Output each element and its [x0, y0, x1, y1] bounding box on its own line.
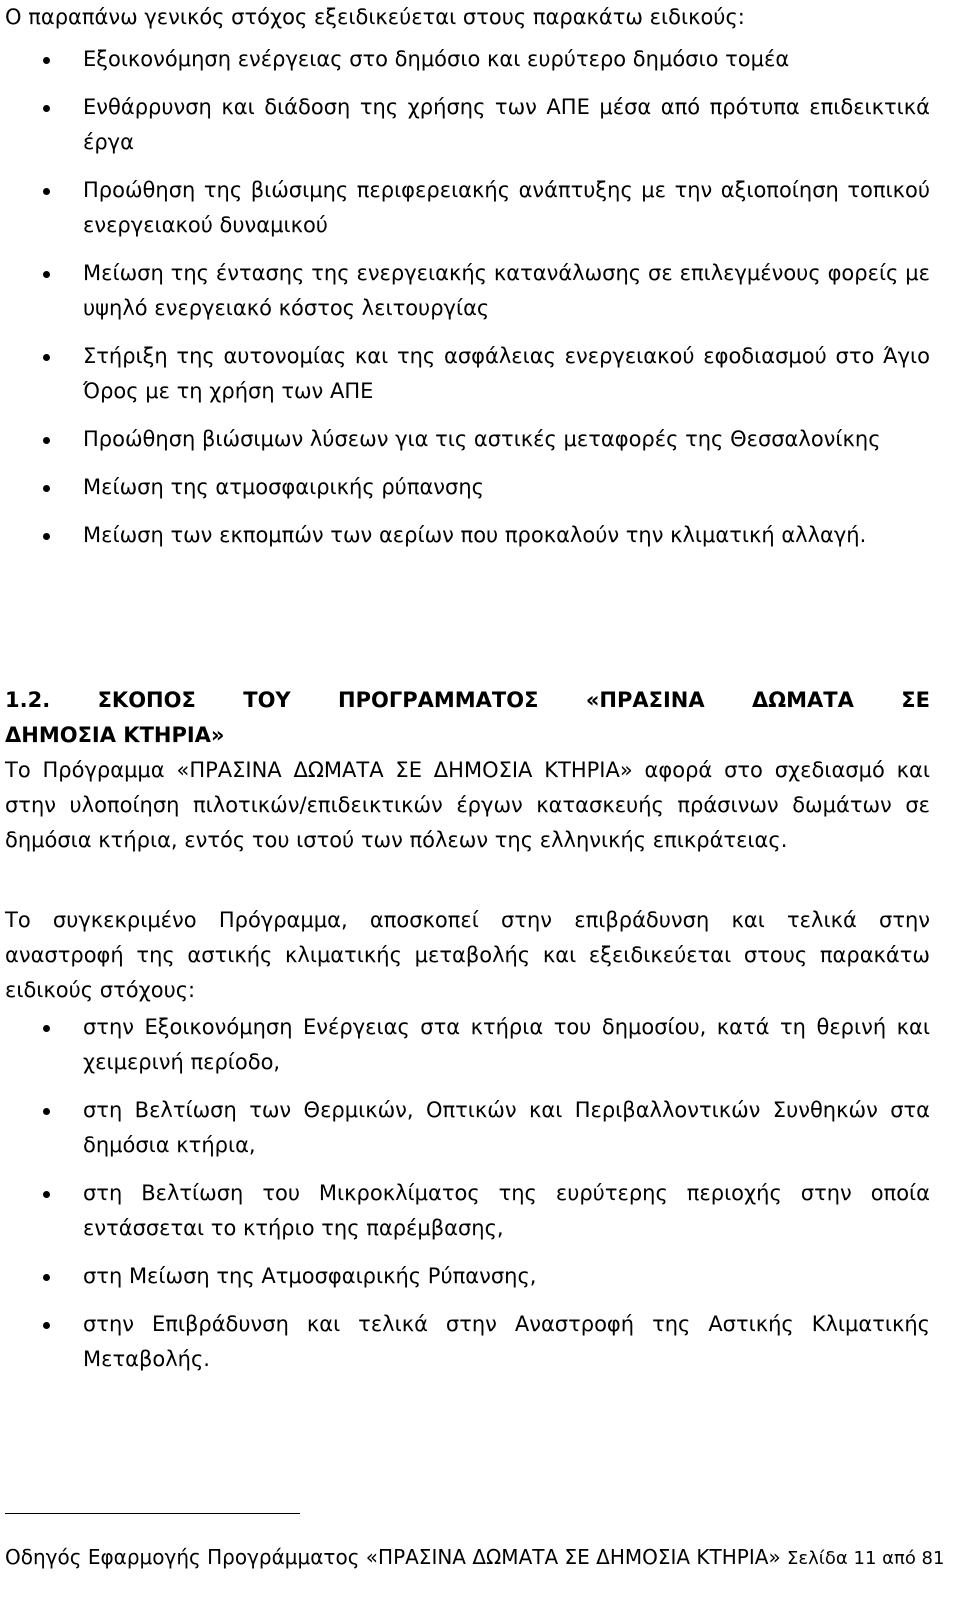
list-item: Προώθηση βιώσιμων λύσεων για τις αστικές μεταφορές της Θεσσαλονίκης — [5, 422, 930, 457]
bullet-icon — [43, 1322, 50, 1329]
footer-guide-title: Οδηγός Εφαρμογής Προγράμματος «ΠΡΑΣΙΝΑ ΔΩΜΑΤΑ ΣΕ ΔΗΜΟΣΙΑ ΚΤΗΡΙΑ» — [5, 1545, 781, 1569]
bullet-icon — [43, 271, 50, 278]
bullet-icon — [43, 533, 50, 540]
page-footer — [5, 1540, 945, 1576]
section-paragraph-2: Το συγκεκριμένο Πρόγραμμα, αποσκοπεί στην επιβράδυνση και τελικά στην αναστροφή της αστικής κλιματικής μεταβολής και εξειδικεύεται στους παρακάτω ειδικούς στόχους: — [5, 908, 930, 1002]
bullet-icon — [43, 1274, 50, 1281]
list-item: Μείωση της ατμοσφαιρικής ρύπανσης — [5, 470, 930, 505]
list-item: Εξοικονόμηση ενέργειας στο δημόσιο και ευρύτερο δημόσιο τομέα — [5, 42, 930, 77]
bullet-icon — [43, 354, 50, 361]
bullet-icon — [43, 485, 50, 492]
list-item: Μείωση των εκπομπών των αερίων που προκαλούν την κλιματική αλλαγή. — [5, 518, 930, 553]
list-item: Προώθηση της βιώσιμης περιφερειακής ανάπτυξης με την αξιοποίηση τοπικού ενεργειακού δυναμικού — [5, 173, 930, 243]
intro-sentence: Ο παραπάνω γενικός στόχος εξειδικεύεται στους παρακάτω ειδικούς: — [5, 5, 745, 29]
bullet-icon — [43, 57, 50, 64]
list-item: στη Βελτίωση του Μικροκλίματος της ευρύτερης περιοχής στην οποία εντάσσεται το κτήριο της παρέμβασης, — [5, 1176, 930, 1246]
bullet-icon — [43, 1025, 50, 1032]
bullet-icon — [43, 1108, 50, 1115]
bullet-icon — [43, 437, 50, 444]
footer-divider — [5, 1513, 300, 1514]
objectives-list — [5, 42, 930, 566]
list-item: Μείωση της έντασης της ενεργειακής κατανάλωσης σε επιλεγμένους φορείς με υψηλό ενεργειακό κόστος λειτουργίας — [5, 256, 930, 326]
list-item: στην Εξοικονόμηση Ενέργειας στα κτήρια του δημοσίου, κατά τη θερινή και χειμερινή περίοδο, — [5, 1010, 930, 1080]
list-item: στη Βελτίωση των Θερμικών, Οπτικών και Περιβαλλοντικών Συνθηκών στα δημόσια κτήρια, — [5, 1093, 930, 1163]
goals-list — [5, 1010, 930, 1390]
list-item: Ενθάρρυνση και διάδοση της χρήσης των ΑΠΕ μέσα από πρότυπα επιδεικτικά έργα — [5, 90, 930, 160]
section-heading — [5, 683, 930, 753]
list-item: στην Επιβράδυνση και τελικά στην Αναστροφή της Αστικής Κλιματικής Μεταβολής. — [5, 1307, 930, 1377]
bullet-icon — [43, 188, 50, 195]
section-heading-line1: 1.2. ΣΚΟΠΟΣ ΤΟΥ ΠΡΟΓΡΑΜΜΑΤΟΣ «ΠΡΑΣΙΝΑ ΔΩΜΑΤΑ ΣΕ — [5, 688, 930, 712]
list-item: στη Μείωση της Ατμοσφαιρικής Ρύπανσης, — [5, 1259, 930, 1294]
section-heading-line2: ΔΗΜΟΣΙΑ ΚΤΗΡΙΑ» — [5, 723, 225, 747]
list-item: Στήριξη της αυτονομίας και της ασφάλειας ενεργειακού εφοδιασμού στο Άγιο Όρος με τη χρήση των ΑΠΕ — [5, 339, 930, 409]
bullet-icon — [43, 105, 50, 112]
section-paragraph-1: Το Πρόγραμμα «ΠΡΑΣΙΝΑ ΔΩΜΑΤΑ ΣΕ ΔΗΜΟΣΙΑ ΚΤΗΡΙΑ» αφορά στο σχεδιασμό και στην υλοποίηση πιλοτικών/επιδεικτικών έργων κατασκευής πράσινων δωμάτων σε δημόσια κτήρια, εντός του ιστού των πόλεων της ελληνικής επικράτειας. — [5, 758, 930, 852]
footer-page-number: Σελίδα 11 από 81 — [787, 1548, 945, 1569]
bullet-icon — [43, 1191, 50, 1198]
